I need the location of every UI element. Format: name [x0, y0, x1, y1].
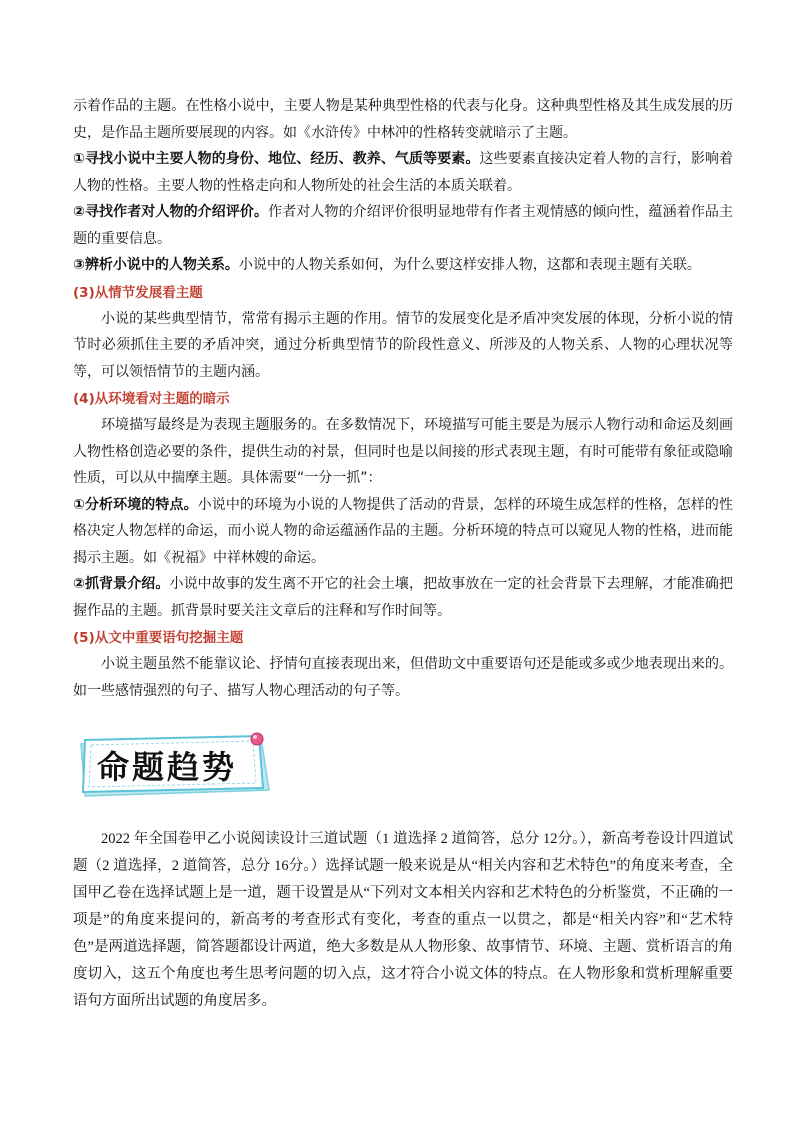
list-item-text: 这些要素直接决定着人物的言行，影响着人物的性格。主要人物的性格走向和人物所处的社会生活的本质关联着。 [73, 151, 733, 194]
list-item-lead: ①分析环境的特点。 [73, 496, 198, 513]
section-heading-environment: (4)从环境看对主题的暗示 [73, 391, 230, 407]
section-body-key-sentences: 小说主题虽然不能靠议论、抒情句直接表现出来，但借助文中重要语句还是能或多或少地表现出来的。如一些感情强烈的句子、描写人物心理活动的句子等。 [73, 656, 733, 699]
list-item [73, 252, 733, 279]
list-item [73, 571, 733, 624]
list-item [73, 146, 733, 199]
list-item-text: 小说中的人物关系如何，为什么要这样安排人物，这都和表现主题有关联。 [238, 257, 701, 273]
list-item-lead: ②寻找作者对人物的介绍评价。 [73, 204, 269, 220]
paragraph-intro: 示着作品的主题。在性格小说中，主要人物是某种典型性格的代表与化身。这种典型性格及其生成发展的历史，是作品主题所要展现的内容。如《水浒传》中林冲的性格转变就暗示了主题。 [73, 98, 733, 141]
list-item-lead: ②抓背景介绍。 [73, 576, 170, 592]
section-body-plot: 小说的某些典型情节，常常有揭示主题的作用。情节的发展变化是矛盾冲突发展的体现，分析小说的情节时必须抓住主要的矛盾冲突，通过分析典型情节的阶段性意义、所涉及的人物关系、人物的心理状况等等，可以领悟情节的主题内涵。 [73, 310, 733, 380]
list-item-text: 小说中故事的发生离不开它的社会土壤，把故事放在一定的社会背景下去理解，才能准确把握作品的主题。抓背景时要关注文章后的注释和写作时间等。 [73, 576, 733, 619]
section-heading-plot: (3)从情节发展看主题 [73, 284, 203, 301]
trend-body: 2022 年全国卷甲乙小说阅读设计三道试题（1 道选择 2 道简答，总分 12分。），新高考卷设计四道试题（2 道选择，2 道简答，总分 16分。）选择试题一般来说是从“相关内容和艺术特色”的角度来考查，全国甲乙卷在选择试题上是一道，题干设置是从“下列对文本相关内容和艺术特色的分析鉴赏，不正确的一项是”的角度来提问的，新高考的考查形式有变化，考查的重点一以贯之，都是“相关内容”和“艺术特色”是两道选择题，简答题都设计两道，绝大多数是从人物形象、故事情节、环境、主题、赏析语言的角度切入，这五个角度也考生思考问题的切入点，这才符合小说文体的特点。在人物形象和赏析理解重要语句方面所出试题的角度居多。 [73, 831, 733, 1009]
list-item-lead: ①寻找小说中主要人物的身份、地位、经历、教养、气质等要素。 [73, 151, 480, 167]
list-item-lead: ③辨析小说中的人物关系。 [73, 257, 239, 273]
section-heading-key-sentences: (5)从文中重要语句挖掘主题 [73, 630, 244, 646]
banner-title: 命题趋势 [97, 748, 238, 786]
trend-section [73, 826, 733, 1015]
section-banner [75, 730, 275, 800]
list-item [73, 199, 733, 252]
document-page [73, 93, 733, 1015]
section-body-environment: 环境描写最终是为表现主题服务的。在多数情况下，环境描写可能主要是为展示人物行动和命运及刻画人物性格创造必要的条件，提供生动的衬景，但同时也是以间接的形式表现主题，有时可能带有象征或隐喻性质，可以从中揣摩主题。具体需要“一分一抓”： [73, 417, 733, 486]
list-item-text: 作者对人物的介绍评价很明显地带有作者主观情感的倾向性，蕴涵着作品主题的重要信息。 [73, 204, 734, 247]
list-item-text: 小说中的环境为小说的人物提供了活动的背景，怎样的环境生成怎样的性格，怎样的性格决定人物怎样的命运，而小说人物的命运蕴涵作品的主题。分析环境的特点可以窥见人物的性格，进而能揭示主题。如《祝福》中祥林嫂的命运。 [73, 496, 734, 566]
list-item [73, 492, 733, 572]
